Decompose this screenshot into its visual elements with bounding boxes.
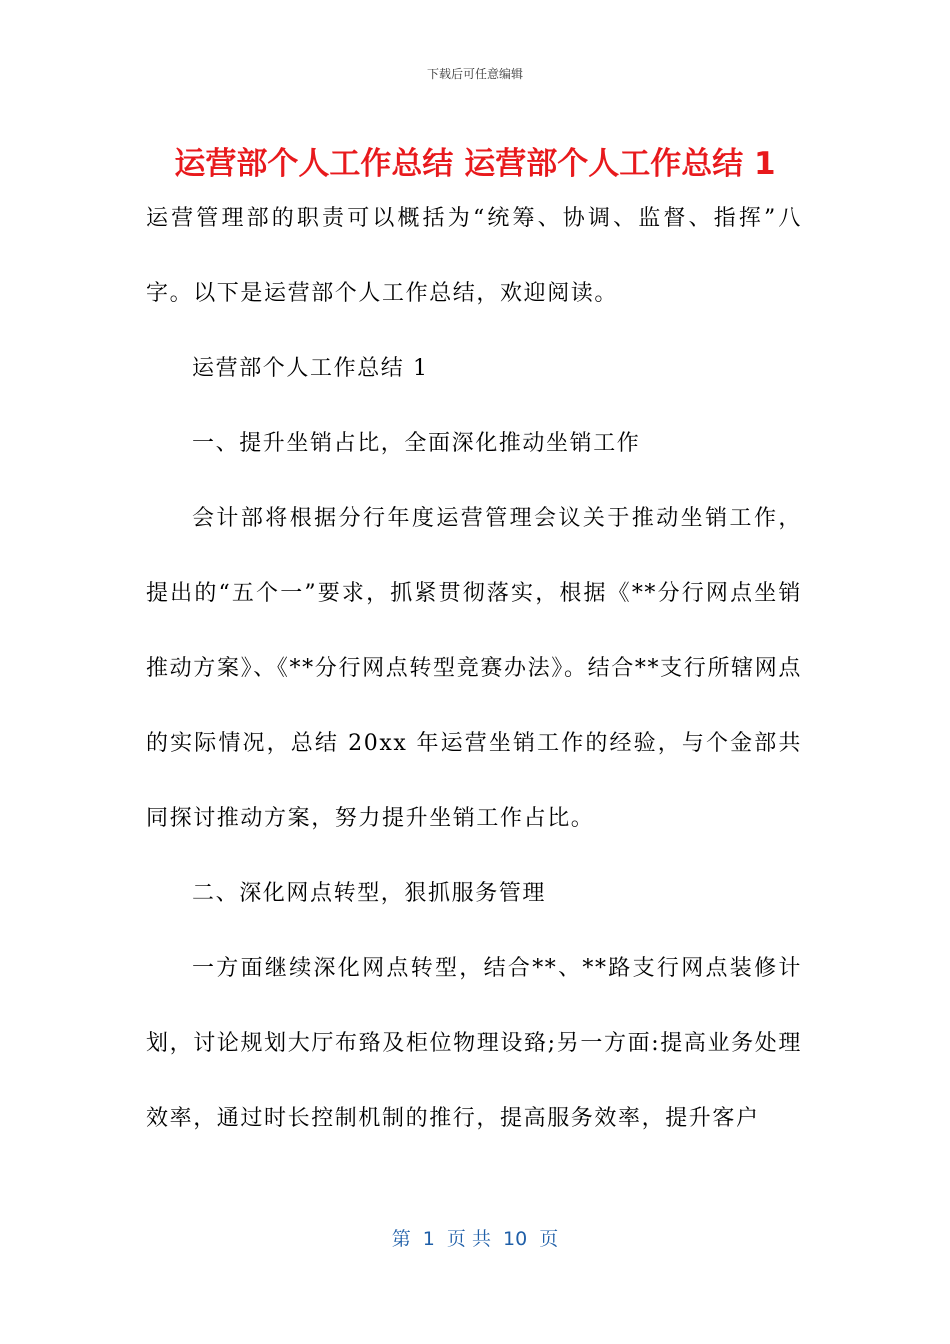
document-title: 运营部个人工作总结 运营部个人工作总结 1	[174, 146, 776, 182]
section-heading-1: 一、提升坐销占比，全面深化推动坐销工作	[192, 431, 641, 456]
section-heading-summary-1: 运营部个人工作总结 1	[192, 356, 429, 381]
page-header-note: 下载后可任意编辑	[426, 67, 523, 81]
document-body	[146, 181, 802, 1156]
section-heading-2: 二、深化网点转型，狠抓服务管理	[192, 881, 547, 906]
intro-paragraph: 运营管理部的职责可以概括为“统筹、协调、监督、指挥”八字。以下是运营部个人工作总结，欢迎阅读。	[146, 206, 802, 306]
page-number-footer: 第 1 页 共 10 页	[391, 1228, 559, 1250]
paragraph-branch-transformation: 一方面继续深化网点转型，结合**、**路支行网点装修计划，讨论规划大厅布臵及柜位物理设臵;另一方面:提高业务处理效率，通过时长控制机制的推行，提高服务效率，提升客户	[146, 956, 802, 1131]
paragraph-sales-promotion: 会计部将根据分行年度运营管理会议关于推动坐销工作，提出的“五个一”要求，抓紧贯彻落实，根据《**分行网点坐销推动方案》、《**分行网点转型竞赛办法》。结合**支行所辖网点的实际情况，总结 20xx 年运营坐销工作的经验，与个金部共同探讨推动方案，努力提升坐销工作占比。	[146, 506, 802, 831]
